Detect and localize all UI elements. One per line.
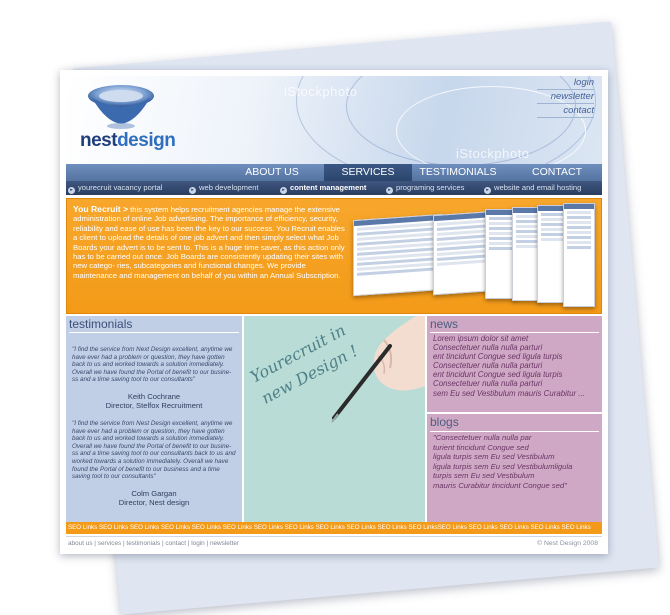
blog-line[interactable]: "Consectetuer nulla nulla par bbox=[433, 433, 532, 442]
news-item[interactable]: Lorem ipsum dolor sit amet bbox=[433, 334, 529, 343]
testimonial-author bbox=[72, 489, 236, 507]
testimonial-author bbox=[72, 392, 236, 410]
blogs-title: blogs bbox=[430, 415, 459, 429]
nav-services[interactable]: SERVICES bbox=[324, 164, 412, 181]
divider bbox=[69, 332, 239, 333]
nav-testimonials[interactable]: TESTIMONIALS bbox=[419, 166, 497, 178]
blog-line[interactable]: ligula turpis sem Eu sed Vestibulumligula bbox=[433, 461, 573, 471]
news-item[interactable]: ent tincidunt Congue sed ligula turpis bbox=[433, 370, 563, 380]
separator: | bbox=[204, 540, 210, 547]
testimonials-title: testimonials bbox=[69, 317, 133, 331]
arrow-bullet-icon: ▸ bbox=[280, 187, 287, 194]
divider bbox=[430, 332, 599, 333]
arrow-bullet-icon: ▸ bbox=[484, 187, 491, 194]
nav-contact[interactable]: CONTACT bbox=[532, 166, 582, 178]
arrow-bullet-icon: ▸ bbox=[386, 187, 393, 194]
blog-line[interactable]: mauris Curabitur tincidunt Congue sed" bbox=[433, 480, 567, 490]
subnav-label: website and email hosting bbox=[494, 183, 582, 192]
website-mockup bbox=[60, 70, 608, 554]
testimonials-box bbox=[66, 316, 242, 522]
top-links bbox=[537, 76, 594, 118]
separator: | bbox=[121, 540, 127, 547]
divider bbox=[430, 431, 599, 432]
handwriting-text: Yourecruit in new Design ! bbox=[246, 320, 361, 408]
subnav-label: content management bbox=[290, 183, 367, 192]
footer-link-login[interactable]: login bbox=[191, 540, 205, 547]
watermark: iStockphoto bbox=[284, 84, 358, 99]
news-item[interactable]: Consectetuer nulla nulla parturi bbox=[433, 379, 543, 389]
footer-link-about-us[interactable]: about us bbox=[68, 540, 93, 547]
news-title: news bbox=[430, 317, 459, 331]
handwriting-image bbox=[244, 316, 425, 522]
nav-about-us[interactable]: ABOUT US bbox=[245, 166, 299, 178]
footer-link-newsletter[interactable]: newsletter bbox=[209, 540, 240, 547]
testimonial-quote: "I find the service from Next Design excellent, anytime we have ever had a problem or question, they have gotten back to us and worked towards a solution immediately. Overall we have found the Portal of benefit to our busine- ss and a time saving tool to our consultants" bbox=[72, 346, 233, 384]
news-box bbox=[427, 316, 602, 412]
logo-text-design: design bbox=[117, 130, 176, 151]
separator: | bbox=[160, 540, 166, 547]
news-item[interactable]: Consectetuer nulla nulla parturi bbox=[433, 361, 543, 371]
logo-text-nest: nest bbox=[80, 130, 118, 151]
watermark: iStockphoto bbox=[456, 146, 530, 161]
footer-link-contact[interactable]: contact bbox=[165, 540, 186, 547]
subnav-hosting[interactable] bbox=[484, 181, 581, 195]
seo-links-strip[interactable]: SEO Links SEO Links SEO Links SEO Links SEO Links SEO Links SEO Links SEO Links SEO Links SEO Links SEO Links SEO LinksSEO Links SEO Links SEO Links SEO Links SEO Links bbox=[66, 522, 602, 534]
yourecruit-banner bbox=[66, 198, 602, 314]
top-link-newsletter[interactable]: newsletter bbox=[537, 90, 594, 104]
top-link-contact[interactable]: contact bbox=[537, 104, 594, 118]
news-list bbox=[433, 334, 599, 398]
blog-line[interactable]: turient tincidunt Congue sed bbox=[433, 442, 529, 452]
testimonial-role: Director, Nest design bbox=[118, 498, 190, 507]
logo-bowl-icon bbox=[86, 82, 156, 130]
copyright: © Nest Design 2008 bbox=[537, 540, 598, 547]
blogs-box bbox=[427, 414, 602, 522]
news-item[interactable]: ent tincidunt Congue sed ligula turpis bbox=[433, 352, 563, 362]
top-link-login[interactable]: login bbox=[537, 76, 594, 90]
header bbox=[66, 76, 602, 164]
banner-text bbox=[73, 205, 345, 280]
blog-line[interactable]: ligula turpis sem Eu sed Vestibulum bbox=[433, 452, 555, 462]
testimonial-role: Director, Stelfox Recruitment bbox=[105, 401, 203, 410]
testimonial-quote: "I find the service from Nest Design excellent, anytime we have ever had a problem or question, they have gotten back to us and worked towards a solution immediately. Overall we have found the Portal of benefit to our busine- ss and a time saving tool to our consultants back to us and worked towards a solution immediately. Overall we have found the Portal of benefit to our business and a time saving tool to our consultants" bbox=[72, 420, 236, 481]
subnav-label: programing services bbox=[396, 183, 465, 192]
separator: | bbox=[186, 540, 192, 547]
testimonial-name: Keith Cochrane bbox=[127, 392, 181, 401]
blog-list bbox=[433, 433, 599, 491]
arrow-bullet-icon: ▸ bbox=[68, 187, 75, 194]
banner-lead: You Recruit > bbox=[73, 204, 128, 214]
arrow-bullet-icon: ▸ bbox=[189, 187, 196, 194]
main-nav bbox=[66, 164, 602, 181]
news-item[interactable]: Consectetuer nulla nulla parturi bbox=[433, 343, 543, 353]
footer-link-services[interactable]: services bbox=[97, 540, 122, 547]
subnav-label: web development bbox=[199, 183, 259, 192]
sub-nav bbox=[66, 181, 602, 195]
app-screenshot bbox=[353, 214, 443, 296]
subnav-web-development[interactable] bbox=[189, 181, 259, 195]
footer bbox=[66, 536, 602, 550]
subnav-content-management[interactable] bbox=[280, 181, 366, 195]
subnav-yourecruit[interactable] bbox=[68, 181, 162, 195]
banner-body: this system helps recruitment agencies manage the extensive administration of online Job advertising. The importance of efficiency, security, reliability and ease of use has been the key to our success. You Recruit enables a client to upload the details of one job advert and then simply select what Job Boards your advert is to be sent to. This is a huge time saver, as this action only has to be carried out once. Job Boards are consistently updating their sites with new catego- ries, subcategories and functional changes. We provide maintenance and management on behalf of you within an Annual Subscription. bbox=[73, 205, 345, 280]
app-screenshot bbox=[563, 203, 595, 307]
blog-line[interactable]: turpis sem Eu sed Vestibulum bbox=[433, 471, 535, 481]
logo-wordmark[interactable] bbox=[80, 130, 175, 152]
footer-links bbox=[68, 540, 239, 547]
subnav-label: yourecruit vacancy portal bbox=[78, 183, 163, 192]
news-item[interactable]: sem Eu sed Vestibulum mauris Curabitur ... bbox=[433, 388, 585, 398]
subnav-programing-services[interactable] bbox=[386, 181, 464, 195]
separator: | bbox=[92, 540, 98, 547]
footer-link-testimonials[interactable]: testimonials bbox=[126, 540, 161, 547]
testimonial-name: Colm Gargan bbox=[131, 489, 177, 498]
